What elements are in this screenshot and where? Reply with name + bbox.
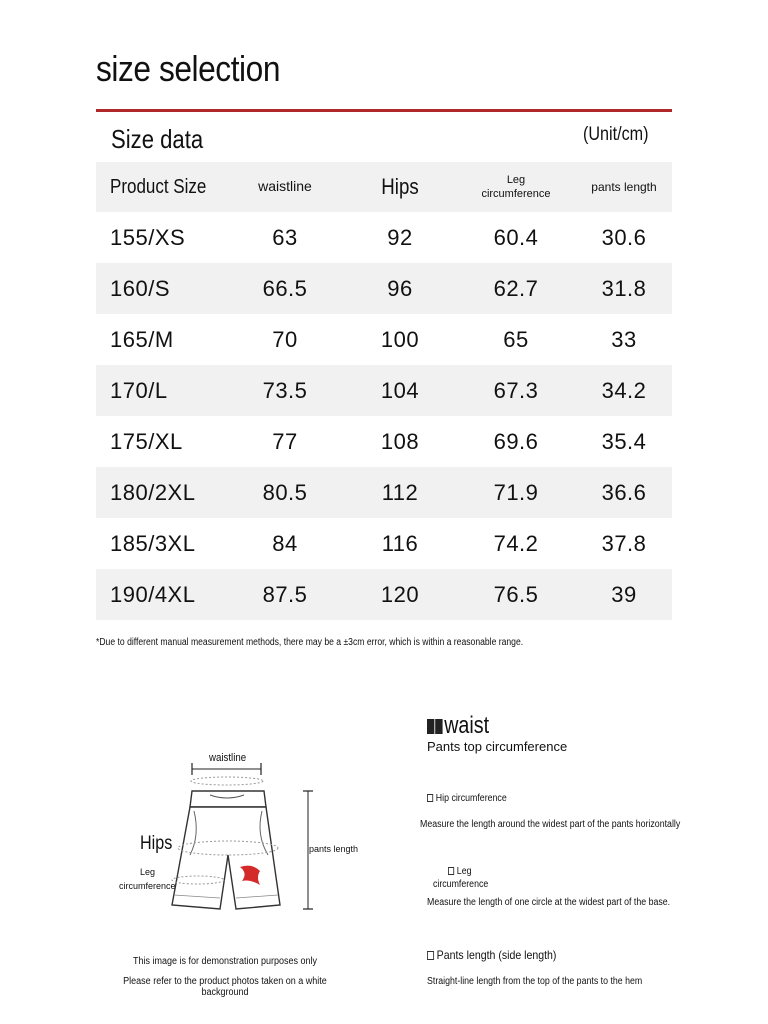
cell-waist: 87.5 bbox=[226, 569, 344, 620]
cell-hips: 92 bbox=[387, 224, 413, 250]
unit-label: (Unit/cm) bbox=[583, 124, 649, 145]
cell-size: 155/XS bbox=[110, 224, 186, 250]
cell-hips: 100 bbox=[380, 326, 420, 352]
cell-hips: 96 bbox=[344, 263, 456, 314]
table-row bbox=[96, 263, 672, 314]
cell-size: 165/M bbox=[110, 326, 174, 352]
cell-length: 31.8 bbox=[576, 263, 672, 314]
cell-length: 35.4 bbox=[601, 428, 647, 454]
table-row bbox=[96, 365, 672, 416]
diagram-leg-label-2: circumference bbox=[119, 881, 176, 891]
cell-leg: 71.9 bbox=[456, 467, 576, 518]
bullet-icon bbox=[448, 867, 454, 875]
table-row bbox=[96, 314, 672, 365]
cell-leg: 69.6 bbox=[493, 428, 539, 454]
cell-leg: 60.4 bbox=[493, 224, 539, 250]
cell-leg: 74.2 bbox=[493, 530, 539, 556]
cell-waist: 77 bbox=[272, 428, 298, 454]
demo-note-1: This image is for demonstration purposes only bbox=[132, 956, 318, 967]
table-row bbox=[96, 467, 672, 518]
shorts-diagram bbox=[110, 745, 370, 925]
cell-length: 30.6 bbox=[601, 224, 647, 250]
table-subtitle: Size data bbox=[111, 124, 204, 154]
length-legend-title: Pants length (side length) bbox=[427, 948, 556, 962]
size-table bbox=[96, 162, 672, 620]
table-row bbox=[96, 518, 672, 569]
leg-legend-desc: Measure the length of one circle at the widest part of the base. bbox=[427, 897, 671, 908]
bullet-icon bbox=[427, 951, 434, 960]
page-title: size selection bbox=[96, 48, 281, 89]
bullet-icon bbox=[427, 794, 433, 802]
diagram-hips-label: Hips bbox=[140, 833, 173, 854]
diagram-waistline-label: waistline bbox=[209, 752, 247, 764]
cell-size: 170/L bbox=[96, 365, 226, 416]
header-pants-length: pants length bbox=[576, 162, 672, 212]
hip-legend-desc: Measure the length around the widest part of the pants horizontally bbox=[420, 819, 681, 830]
cell-waist: 63 bbox=[272, 224, 298, 250]
cell-leg: 76.5 bbox=[456, 569, 576, 620]
cell-length: 34.2 bbox=[576, 365, 672, 416]
demo-note-2: Please refer to the product photos taken on a white background bbox=[123, 976, 327, 998]
leg-legend-title-1: Leg bbox=[448, 866, 471, 877]
table-header-row bbox=[96, 162, 672, 212]
length-legend-desc: Straight-line length from the top of the pants to the hem bbox=[427, 976, 643, 987]
header-waistline: waistline bbox=[226, 162, 344, 212]
cell-hips: 116 bbox=[381, 530, 419, 556]
cell-waist: 80.5 bbox=[226, 467, 344, 518]
cell-waist: 66.5 bbox=[226, 263, 344, 314]
cell-length: 36.6 bbox=[576, 467, 672, 518]
table-row bbox=[96, 212, 672, 263]
cell-length: 39 bbox=[576, 569, 672, 620]
cell-length: 37.8 bbox=[601, 530, 647, 556]
cell-hips: 120 bbox=[344, 569, 456, 620]
bullet-icon bbox=[435, 719, 442, 734]
diagram-pants-length-label: pants length bbox=[309, 844, 359, 854]
leg-legend-title-2: circumference bbox=[433, 879, 489, 890]
cell-hips: 104 bbox=[344, 365, 456, 416]
table-row bbox=[96, 416, 672, 467]
cell-size: 160/S bbox=[96, 263, 226, 314]
title-divider bbox=[96, 109, 672, 112]
cell-leg: 65 bbox=[503, 326, 529, 352]
cell-hips: 112 bbox=[344, 467, 456, 518]
cell-waist: 73.5 bbox=[226, 365, 344, 416]
header-hips: Hips bbox=[344, 162, 456, 212]
cell-size: 190/4XL bbox=[96, 569, 226, 620]
bullet-icon bbox=[427, 719, 434, 734]
table-row bbox=[96, 569, 672, 620]
cell-size: 180/2XL bbox=[96, 467, 226, 518]
cell-leg: 67.3 bbox=[456, 365, 576, 416]
header-leg-circumference: Leg circumference bbox=[456, 162, 576, 212]
waist-legend-title: waist bbox=[427, 712, 489, 740]
cell-size: 175/XL bbox=[110, 428, 183, 454]
measurement-note: *Due to different manual measurement methods, there may be a ±3cm error, which is within a reasonable range. bbox=[96, 637, 524, 648]
cell-waist: 70 bbox=[272, 326, 298, 352]
cell-hips: 108 bbox=[380, 428, 420, 454]
hip-legend-title: Hip circumference bbox=[427, 793, 507, 804]
cell-leg: 62.7 bbox=[456, 263, 576, 314]
header-product-size: Product Size bbox=[96, 162, 226, 212]
cell-size: 185/3XL bbox=[110, 530, 196, 556]
cell-length: 33 bbox=[611, 326, 637, 352]
cell-waist: 84 bbox=[272, 530, 298, 556]
diagram-leg-label-1: Leg bbox=[140, 867, 156, 877]
waist-legend-desc: Pants top circumference bbox=[427, 739, 568, 754]
